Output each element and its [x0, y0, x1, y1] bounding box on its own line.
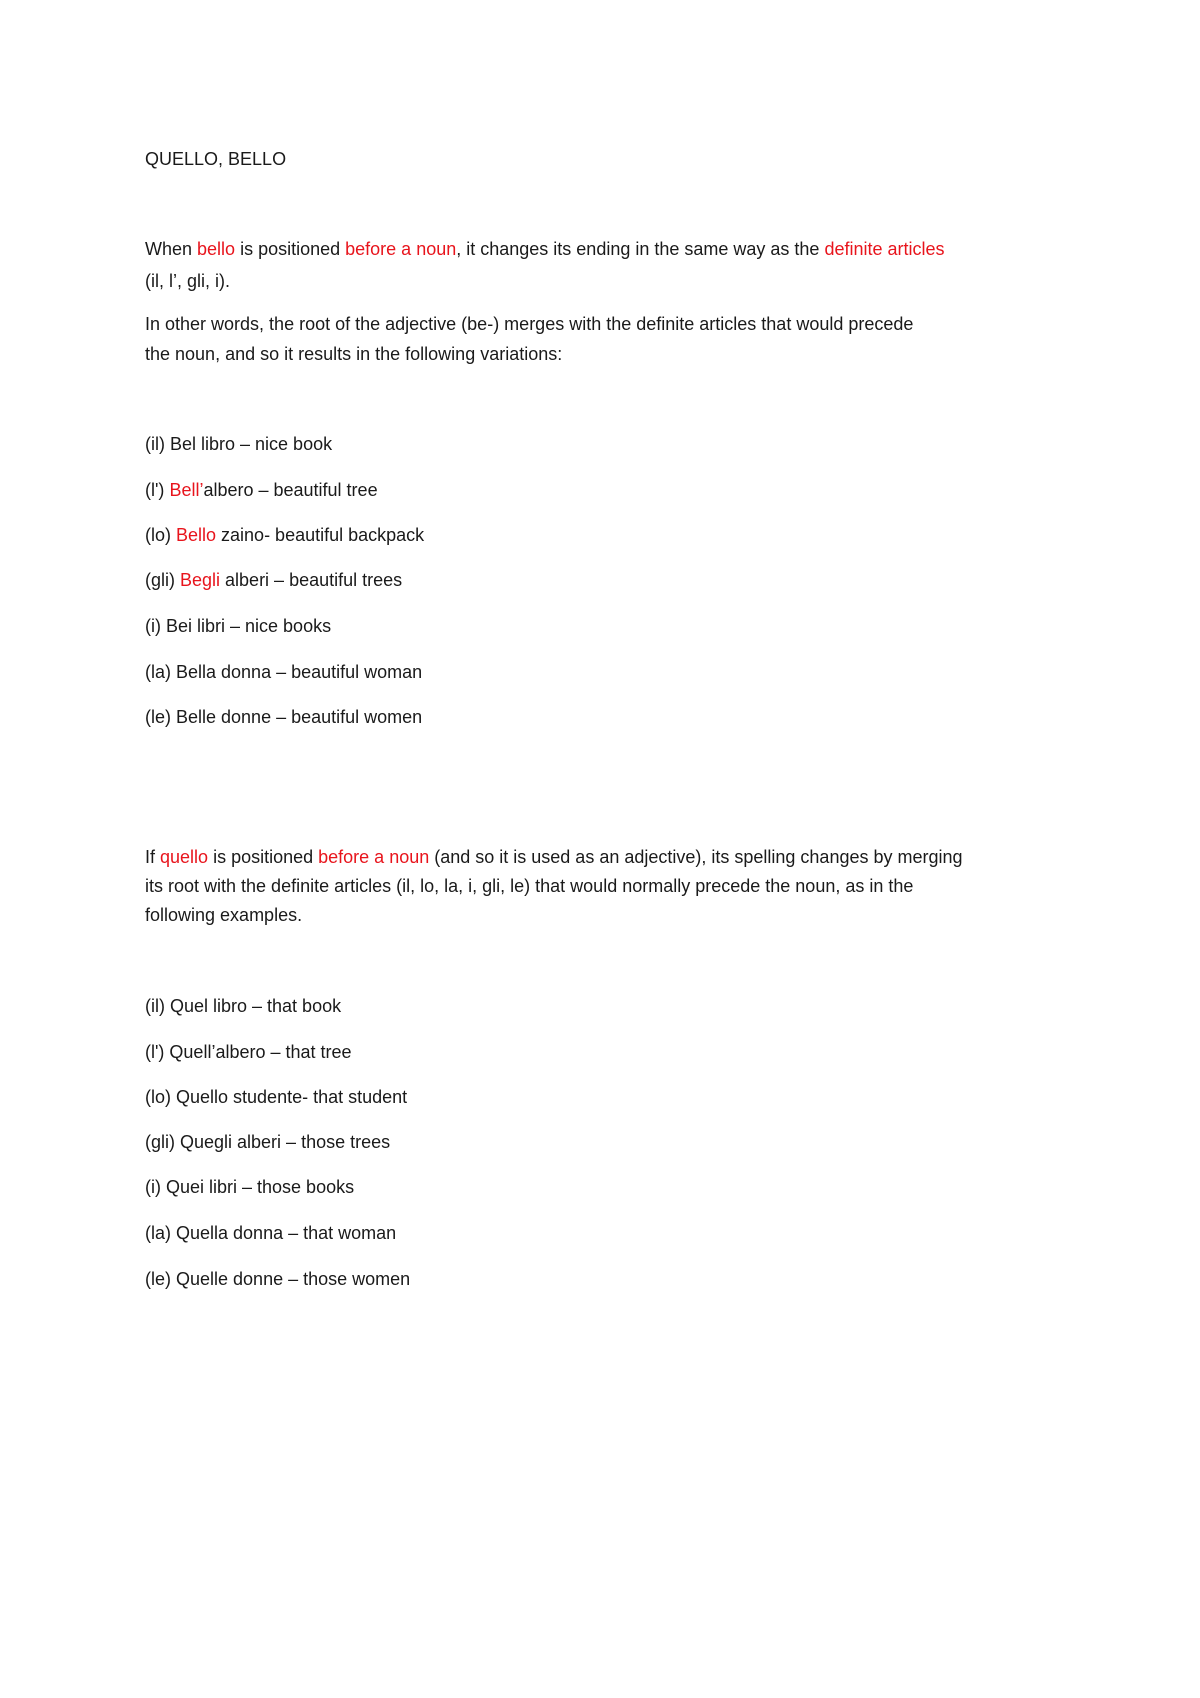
- text-run: zaino- beautiful backpack: [216, 525, 425, 545]
- text-run: (gli): [145, 570, 180, 590]
- text-run: alberi – beautiful trees: [220, 570, 403, 590]
- quello-example-lo: (lo) Quello studente- that student: [145, 1087, 408, 1107]
- quello-example-il: (il) Quel libro – that book: [145, 996, 342, 1016]
- bello-example-gli: [145, 569, 402, 591]
- quello-intro-line-2: its root with the definite articles (il, lo, la, i, gli, le) that would normally precede the noun, as in the: [145, 876, 914, 896]
- highlight-before-a-noun: before a noun: [345, 239, 457, 259]
- highlight-begli: Begli: [180, 570, 221, 590]
- text-run: (and so it is used as an adjective), its spelling changes by merging: [429, 847, 963, 867]
- text-run: When: [145, 239, 198, 259]
- bello-example-lo: [145, 524, 424, 546]
- bello-example-l: [145, 479, 378, 501]
- bello-example-il: (il) Bel libro – nice book: [145, 434, 333, 454]
- text-run: If: [145, 847, 161, 867]
- highlight-definite-articles: definite articles: [824, 239, 945, 259]
- quello-intro-line-3: following examples.: [145, 905, 303, 925]
- quello-example-le: (le) Quelle donne – those women: [145, 1269, 411, 1289]
- highlight-quello: quello: [160, 847, 209, 867]
- bello-intro-line-2: (il, l’, gli, i).: [145, 271, 230, 291]
- quello-example-gli: (gli) Quegli alberi – those trees: [145, 1132, 391, 1152]
- bello-example-le: (le) Belle donne – beautiful women: [145, 707, 423, 727]
- text-run: , it changes its ending in the same way as the: [456, 239, 825, 259]
- highlight-bello-form: Bello: [176, 525, 217, 545]
- document-title: QUELLO, BELLO: [145, 149, 287, 169]
- highlight-bell: Bell’: [169, 480, 204, 500]
- quello-example-l: (l') Quell’albero – that tree: [145, 1042, 352, 1062]
- text-run: is positioned: [235, 239, 346, 259]
- highlight-bello: bello: [197, 239, 236, 259]
- bello-explain-line-2: the noun, and so it results in the following variations:: [145, 344, 563, 364]
- text-run: is positioned: [208, 847, 319, 867]
- quello-example-i: (i) Quei libri – those books: [145, 1177, 355, 1197]
- quello-example-la: (la) Quella donna – that woman: [145, 1223, 397, 1243]
- quello-intro-line-1: [145, 846, 963, 868]
- bello-explain-line-1: In other words, the root of the adjective (be-) merges with the definite articles that would precede: [145, 314, 914, 334]
- bello-example-la: (la) Bella donna – beautiful woman: [145, 662, 423, 682]
- bello-intro-line-1: [145, 238, 945, 260]
- text-run: (lo): [145, 525, 176, 545]
- bello-example-i: (i) Bei libri – nice books: [145, 616, 332, 636]
- text-run: albero – beautiful tree: [203, 480, 378, 500]
- text-run: (l'): [145, 480, 170, 500]
- highlight-before-a-noun: before a noun: [318, 847, 430, 867]
